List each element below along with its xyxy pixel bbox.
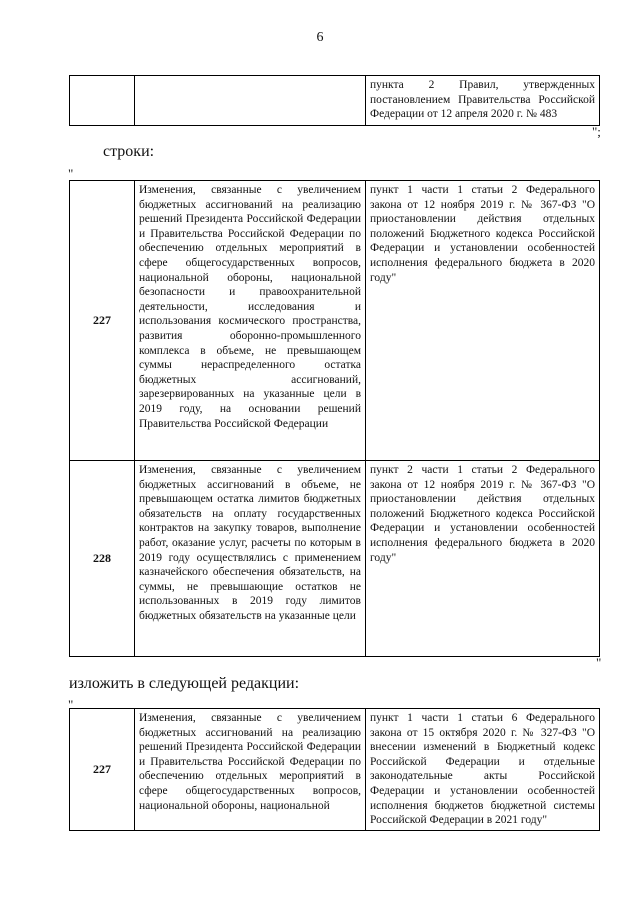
row-basis: пункт 2 части 1 статьи 2 Федерального закона от 12 ноября 2019 г. № 367-ФЗ "О приостановлении действия отдельных положений Бюджетного кодекса Российской Федерации и установлении особенностей исполнения федерального бюджета в 2020 году" xyxy=(366,461,600,657)
top-table xyxy=(69,75,600,126)
label-edit: изложить в следующей редакции: xyxy=(69,675,300,692)
middle-table xyxy=(69,180,600,657)
table-row xyxy=(70,181,600,461)
row-number xyxy=(70,76,135,126)
page-number: 6 xyxy=(316,30,324,45)
row-description xyxy=(135,76,366,126)
label-lines: строки: xyxy=(103,143,155,160)
closing-quote: " xyxy=(596,655,602,670)
row-number: 227 xyxy=(70,709,135,831)
row-basis: пункта 2 Правил, утвержденных постановлением Правительства Российской Федерации от 12 апреля 2020 г. № 483 xyxy=(366,76,600,126)
row-description: Изменения, связанные с увеличением бюджетных ассигнований в объеме, не превышающем остатка лимитов бюджетных обязательств на оплату государственных контрактов на закупку товаров, выполнение работ, оказание услуг, расчеты по которым в 2019 году осуществлялись с применением казначейского обеспечения обязательств, на суммы, не превышающие остатков не использованных в 2019 году лимитов бюджетных обязательств на указанные цели xyxy=(135,461,366,657)
opening-quote: " xyxy=(68,166,74,181)
table-row xyxy=(70,709,600,831)
table-row xyxy=(70,461,600,657)
row-basis: пункт 1 части 1 статьи 6 Федерального закона от 15 октября 2020 г. № 327-ФЗ "О внесении изменений в Бюджетный кодекс Российской Федерации и отдельные законодательные акты Российской Федерации и установлении особенностей исполнения бюджетов бюджетной системы Российской Федерации в 2021 году" xyxy=(366,709,600,831)
bottom-table xyxy=(69,708,600,831)
row-basis: пункт 1 части 1 статьи 2 Федерального закона от 12 ноября 2019 г. № 367-ФЗ "О приостановлении действия отдельных положений Бюджетного кодекса Российской Федерации и установлении особенностей исполнения федерального бюджета в 2020 году" xyxy=(366,181,600,461)
opening-quote: " xyxy=(68,697,74,712)
row-number: 228 xyxy=(70,461,135,657)
row-number: 227 xyxy=(70,181,135,461)
row-description: Изменения, связанные с увеличением бюджетных ассигнований на реализацию решений Президента Российской Федерации и Правительства Российской Федерации по обеспечению отдельных мероприятий в сфере общегосударственных вопросов, национальной обороны, национальной безопасности и правоохранительной деятельности, исследования и использования космического пространства, развития оборонно-промышленного комплекса в объеме, не превышающем суммы нераспределенного остатка бюджетных ассигнований, зарезервированных на указанные цели в 2019 году, на основании решений Правительства Российской Федерации xyxy=(135,181,366,461)
closing-mark: "; xyxy=(592,124,601,139)
table-row xyxy=(70,76,600,126)
row-description: Изменения, связанные с увеличением бюджетных ассигнований на реализацию решений Президента Российской Федерации и Правительства Российской Федерации по обеспечению отдельных мероприятий в сфере общегосударственных вопросов, национальной обороны, национальной xyxy=(135,709,366,831)
